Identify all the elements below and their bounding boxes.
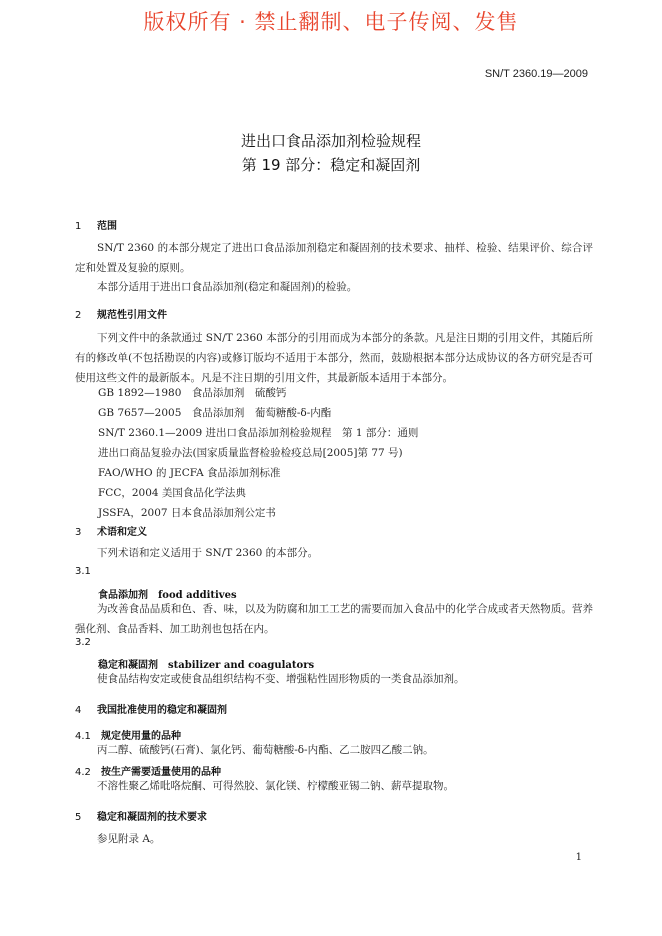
term-3-1-definition: 为改善食品品质和色、香、味，以及为防腐和加工工艺的需要而加入食品中的化学合成或者天然物质。营养强化剂、食品香料、加工助剂也包括在内。 xyxy=(75,603,593,635)
section-2-para-1: 下列文件中的条款通过 SN/T 2360 本部分的引用而成为本部分的条款。凡是注日期的引用文件，其随后所有的修改单(不包括勘误的内容)或修订版均不适用于本部分，然而，鼓励根据本部分达成协议的各方研究是否可使用这些文件的最新版本。凡是不注日期的引用文件，其最新版本适用于本部分。 xyxy=(75,332,593,384)
page-number: 1 xyxy=(575,852,582,863)
term-en: stabilizer and coagulators xyxy=(168,660,315,671)
term-3-1-number: 3.1 xyxy=(75,566,91,577)
section-2-heading xyxy=(75,306,167,321)
section-1-para-1: SN/T 2360 的本部分规定了进出口食品添加剂稳定和凝固剂的技术要求、抽样、检验、结果评价、综合评定和处置及复验的原则。 xyxy=(75,242,593,274)
section-3-para-1: 下列术语和定义适用于 SN/T 2360 的本部分。 xyxy=(97,547,319,559)
term-zh: 稳定和凝固剂 xyxy=(98,660,158,671)
section-number: 2 xyxy=(75,310,82,321)
reference-item: GB 1892—1980 食品添加剂 硫酸钙 xyxy=(98,387,287,399)
section-1-para-2: 本部分适用于进出口食品添加剂(稳定和凝固剂)的检验。 xyxy=(97,281,358,293)
section-title: 稳定和凝固剂的技术要求 xyxy=(97,812,207,823)
section-number: 4 xyxy=(75,705,82,716)
standard-code: SN/T 2360.19—2009 xyxy=(484,68,588,80)
section-title: 规范性引用文件 xyxy=(97,310,167,321)
doc-subtitle: 第 19 部分：稳定和凝固剂 xyxy=(241,156,421,174)
reference-item: GB 7657—2005 食品添加剂 葡萄糖酸-δ-内酯 xyxy=(98,407,332,419)
section-number: 3 xyxy=(75,527,82,538)
reference-item: FCC，2004 美国食品化学法典 xyxy=(98,487,246,499)
copyright-watermark: 版权所有 · 禁止翻制、电子传阅、发售 xyxy=(143,10,519,34)
section-number: 4.1 xyxy=(75,731,91,742)
reference-item: JSSFA，2007 日本食品添加剂公定书 xyxy=(98,507,276,519)
reference-item: FAO/WHO 的 JECFA 食品添加剂标准 xyxy=(98,467,281,479)
section-title: 我国批准使用的稳定和凝固剂 xyxy=(97,705,227,716)
section-5-text: 参见附录 A。 xyxy=(97,833,161,845)
section-4-2-text: 不溶性聚乙烯吡咯烷酮、可得然胶、氯化镁、柠檬酸亚锡二钠、薪草提取物。 xyxy=(97,780,454,792)
section-title: 术语和定义 xyxy=(97,527,147,538)
section-title: 按生产需要适量使用的品种 xyxy=(101,767,221,778)
section-1-heading xyxy=(75,217,117,232)
term-zh: 食品添加剂 xyxy=(98,590,148,601)
reference-item: 进出口商品复验办法(国家质量监督检验检疫总局[2005]第 77 号) xyxy=(98,447,403,459)
section-title: 范围 xyxy=(97,221,117,232)
section-number: 1 xyxy=(75,221,82,232)
section-4-1-text: 丙二醇、硫酸钙(石膏)、氯化钙、葡萄糖酸-δ-内酯、乙二胺四乙酸二钠。 xyxy=(97,744,434,756)
section-4-heading xyxy=(75,701,227,716)
section-5-heading xyxy=(75,808,207,823)
section-number: 4.2 xyxy=(75,767,91,778)
term-3-2-number: 3.2 xyxy=(75,637,91,648)
term-3-2-definition: 使食品结构安定或使食品组织结构不变、增强粘性固形物质的一类食品添加剂。 xyxy=(97,673,465,685)
section-title: 规定使用量的品种 xyxy=(101,731,181,742)
term-en: food additives xyxy=(158,590,237,601)
section-number: 5 xyxy=(75,812,82,823)
reference-item: SN/T 2360.1—2009 进出口食品添加剂检验规程 第 1 部分：通则 xyxy=(98,427,419,439)
section-3-heading xyxy=(75,523,147,538)
doc-title: 进出口食品添加剂检验规程 xyxy=(240,132,421,150)
